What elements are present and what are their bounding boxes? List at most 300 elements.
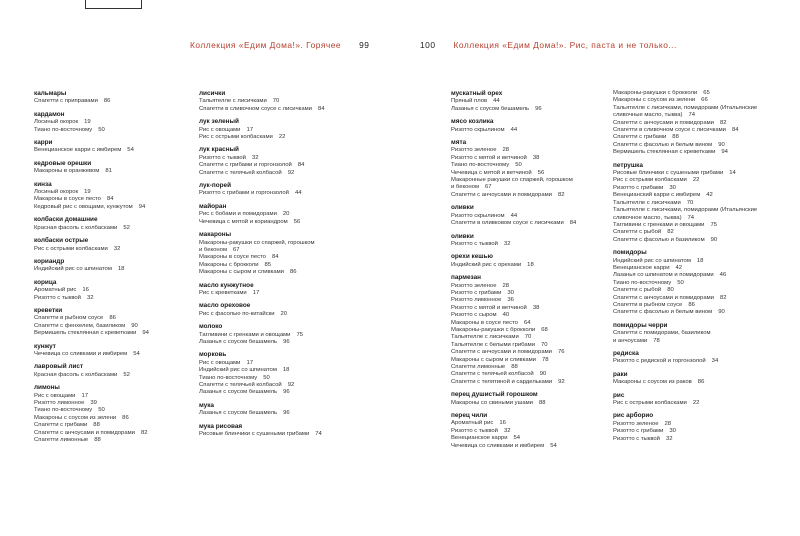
recipe-name: Тагливини с гренками и овощами (613, 221, 705, 228)
index-heading: помидоры черри (613, 321, 668, 329)
left-page-number: 99 (359, 40, 370, 50)
recipe-name: Кедровый рис с овощами, кунжутом (34, 203, 133, 210)
index-entry-group (199, 118, 367, 141)
recipe-name: Ризотто с грибами и горгонзолой (199, 190, 289, 197)
index-item (613, 134, 781, 141)
page-ref: 80 (667, 287, 674, 294)
page-ref: 82 (719, 294, 727, 301)
index-entry-group (451, 253, 619, 269)
recipe-name: Тальятелле с лисичками (613, 199, 681, 206)
index-item (451, 147, 619, 154)
index-item (34, 323, 202, 330)
recipe-name: Рис с острыми колбасками (34, 245, 108, 252)
index-item (451, 428, 619, 435)
recipe-name: Ризотто зеленое (451, 147, 497, 154)
index-item (199, 269, 367, 276)
index-item (199, 290, 367, 297)
left-page-title: Коллекция «Едим Дома!». Горячее (190, 40, 342, 50)
recipe-name: Тиано по-восточному (613, 279, 672, 286)
recipe-name: сливочные масло, тыква) (613, 112, 683, 119)
index-entry-group (34, 160, 202, 176)
recipe-name: Вермишель стеклянная с креветками (613, 149, 716, 156)
recipe-name: Чечевица с мятой и ветчиной (451, 169, 532, 176)
recipe-name: Лазанья с соусом бешамель (199, 410, 278, 417)
page-ref: 17 (252, 289, 260, 296)
index-entry-group (34, 384, 202, 444)
recipe-name: Макароны-ракушки со спаржей, горошком (199, 239, 315, 246)
page-ref: 84 (106, 196, 114, 203)
index-item (451, 184, 619, 191)
index-item (613, 200, 781, 207)
page-ref: 88 (672, 134, 679, 141)
index-item (613, 428, 781, 435)
index-entry-group (613, 371, 781, 387)
index-item (34, 168, 202, 175)
page-ref: 92 (287, 382, 295, 388)
page-ref: 82 (719, 119, 727, 126)
recipe-name: Пряный плов (451, 98, 488, 105)
recipe-name: Тальятелле с лисичками, помидорами (Итальянские (613, 104, 758, 111)
page-ref: 54 (550, 442, 557, 449)
index-entry-group (34, 279, 202, 302)
index-item (199, 332, 367, 339)
index-item (34, 98, 202, 105)
index-entry-group (34, 181, 202, 212)
recipe-name: Красная фасоль с колбасками (34, 224, 118, 231)
recipe-name: Ризотто с тыквой (613, 435, 660, 442)
recipe-name: Спагетти с грибами и горгонзолой (199, 162, 292, 169)
index-item (613, 192, 781, 199)
index-heading: майоран (199, 202, 227, 210)
recipe-name: Индийский рис с орехами (451, 261, 522, 268)
index-item (451, 420, 619, 427)
recipe-name: Чечевица с мятой и кориандром (199, 218, 288, 225)
recipe-name: Спагетти с анчоусами и помидорами (613, 119, 714, 126)
index-item (451, 177, 619, 184)
index-entry-group (613, 392, 781, 408)
index-item (613, 90, 781, 97)
index-entry-group (34, 258, 202, 274)
index-item (34, 430, 202, 437)
recipe-name: Венецианское карри (451, 435, 508, 442)
page-ref: 84 (317, 105, 325, 112)
recipe-name: Тиано по-восточному (451, 162, 510, 169)
page-ref: 52 (123, 371, 130, 378)
page-ref: 86 (122, 414, 129, 421)
index-heading: масло ореховое (199, 302, 251, 310)
index-item (199, 431, 367, 438)
index-heading: перец чили (451, 412, 488, 420)
index-heading: колбаски домашние (34, 216, 98, 224)
page-ref: 75 (710, 221, 718, 228)
page-ref: 40 (502, 312, 510, 319)
index-item (451, 305, 619, 312)
index-item (613, 272, 781, 279)
index-item (34, 372, 202, 379)
index-heading: оливки (451, 204, 474, 212)
recipe-name: Лосиный окорок (34, 119, 79, 126)
recipe-name: Ризотто скрылином (451, 126, 505, 133)
index-heading: рис (613, 391, 625, 399)
index-item (613, 177, 781, 184)
page-ref: 44 (493, 98, 500, 105)
index-item (199, 106, 367, 113)
index-heading: лимоны (34, 384, 60, 392)
index-item (451, 312, 619, 319)
index-entry-group (451, 412, 619, 450)
recipe-name: Спагетти с приправами (34, 98, 98, 105)
page-ref: 20 (282, 211, 290, 218)
page-ref: 32 (251, 154, 259, 161)
recipe-name: Тальятелле с лисичками (451, 334, 519, 341)
recipe-name: Макароны с брокколи (199, 261, 259, 268)
page-ref: 17 (246, 126, 254, 133)
page-ref: 42 (675, 264, 683, 271)
recipe-name: Ризотто лимонное (34, 400, 85, 406)
recipe-name: Макароны в соусе песто (199, 254, 266, 261)
index-item (34, 119, 202, 126)
index-item (199, 98, 367, 105)
page-ref: 32 (503, 240, 511, 247)
index-entry-group (199, 146, 367, 177)
recipe-name: Индийский рис со шпинатом (613, 257, 691, 264)
page-ref: 38 (532, 154, 540, 161)
index-entry-group (451, 118, 619, 134)
page-ref: 56 (293, 218, 301, 225)
index-item (199, 389, 367, 396)
recipe-name: Ризотто с грибами (613, 428, 664, 435)
recipe-name: Тагливини с гренками и овощами (199, 331, 291, 338)
recipe-name: Ароматный рис (34, 287, 77, 294)
index-item (613, 309, 781, 316)
index-heading: морковь (199, 351, 227, 359)
index-item (199, 410, 367, 417)
index-entry-group (34, 111, 202, 134)
index-item (613, 287, 781, 294)
recipe-name: Спагетти с фасолью и белым вином (613, 141, 713, 148)
index-item (613, 400, 781, 407)
page-ref: 81 (105, 168, 112, 175)
recipe-name: Лазанья с соусом бешамель (199, 338, 278, 345)
page-ref: 88 (94, 437, 101, 444)
page-ref: 30 (507, 289, 514, 296)
recipe-name: Ризотто с сыром (451, 312, 497, 319)
index-entry-group (34, 216, 202, 232)
page-ref: 65 (703, 90, 710, 96)
page-ref: 50 (515, 162, 522, 169)
index-item (199, 382, 367, 389)
index-heading: раки (613, 370, 628, 378)
index-heading: помидоры (613, 249, 647, 257)
recipe-name: Макароны с соусом из зелени (34, 414, 117, 421)
index-item (451, 162, 619, 169)
right-page-number: 100 (420, 40, 436, 50)
index-heading: лук красный (199, 146, 239, 154)
page-ref: 44 (510, 212, 518, 219)
index-item (613, 105, 781, 112)
index-entry-group (199, 351, 367, 396)
index-heading: масло кунжутное (199, 281, 254, 289)
index-heading: пармезан (451, 274, 482, 282)
index-item (34, 204, 202, 211)
index-item (451, 400, 619, 407)
page-ref: 16 (82, 287, 89, 294)
page-ref: 54 (133, 350, 140, 357)
right-page-title: Коллекция «Едим Дома!». Рис, паста и не только... (453, 40, 677, 50)
index-item (34, 437, 202, 444)
index-item (451, 213, 619, 220)
recipe-name: Ризотто скрылином (451, 212, 505, 219)
index-item (451, 357, 619, 364)
recipe-name: Спагетти с анчоусами и помидорами (613, 294, 714, 301)
top-frame (85, 0, 142, 9)
index-entry-group (613, 322, 781, 345)
index-entry-group (451, 274, 619, 386)
page-ref: 16 (499, 420, 506, 427)
recipe-name: Спагетти с грибами (34, 422, 88, 429)
index-entry-group (451, 139, 619, 199)
index-item (199, 162, 367, 169)
page-ref: 67 (233, 246, 240, 253)
index-item (34, 400, 202, 407)
page-ref: 50 (98, 407, 105, 414)
recipe-name: Рис с креветками (199, 289, 247, 296)
index-heading: колбаски острые (34, 237, 89, 245)
page-ref: 74 (687, 214, 695, 221)
index-item (451, 327, 619, 334)
recipe-name: Рисовые блинчики с сушеными грибами (613, 170, 724, 177)
page-ref: 88 (511, 364, 518, 370)
page-ref: 90 (131, 322, 138, 329)
index-column-2 (199, 90, 367, 443)
recipe-name: Ризотто с тыквой (199, 154, 246, 161)
index-item (451, 443, 619, 450)
page-ref: 56 (537, 169, 545, 176)
index-heading: лук-порей (199, 182, 232, 190)
page-ref: 32 (113, 245, 121, 252)
index-item (199, 240, 367, 247)
index-heading: кедровые орешки (34, 159, 92, 167)
recipe-name: Спагетти в рыбном соусе (34, 315, 104, 322)
index-item (613, 265, 781, 272)
page-ref: 94 (142, 330, 149, 337)
index-entry-group (613, 162, 781, 244)
page-ref: 34 (711, 358, 719, 365)
page-ref: 96 (283, 389, 290, 396)
running-header-right (420, 40, 677, 50)
recipe-name: Тиано по-восточному (199, 374, 258, 381)
page-ref: 17 (81, 392, 89, 399)
index-entry-group (451, 233, 619, 249)
page-ref: 82 (557, 191, 565, 198)
recipe-name: Макароны-ракушки с брокколи (451, 326, 536, 333)
recipe-name: Спагетти с рыбой (613, 287, 662, 294)
page-ref: 42 (706, 192, 713, 199)
index-entry-group (34, 139, 202, 155)
page-ref: 82 (140, 429, 148, 436)
page-ref: 50 (98, 126, 105, 133)
page-ref: 70 (524, 334, 532, 341)
index-heading: мясо козлика (451, 118, 494, 126)
recipe-name: Спагетти с анчоусами и помидорами (451, 191, 552, 198)
index-item (451, 192, 619, 199)
recipe-name: Спагетти с грибами (613, 134, 667, 141)
page-ref: 14 (729, 170, 736, 177)
page-ref: 52 (123, 224, 130, 231)
page-ref: 90 (539, 371, 547, 378)
page-ref: 22 (278, 134, 286, 141)
recipe-name: Макароны с соусом из раков (613, 379, 692, 386)
index-item (613, 302, 781, 309)
page-ref: 67 (485, 184, 492, 191)
index-entry-group (199, 302, 367, 318)
recipe-name: Венецианский карри с имбирем (613, 192, 701, 199)
index-entry-group (34, 363, 202, 379)
recipe-name: Макароны со свиными ушами (451, 399, 533, 406)
index-item (613, 112, 781, 119)
recipe-name: и беконом (199, 246, 228, 253)
recipe-name: и беконом (451, 184, 480, 191)
index-heading: кардамон (34, 110, 65, 118)
index-item (34, 351, 202, 358)
recipe-name: Лазанья со шпинатом и помидорами (613, 272, 714, 279)
page-ref: 39 (90, 400, 97, 406)
index-heading: мука рисовая (199, 422, 243, 430)
page-ref: 22 (692, 177, 700, 184)
recipe-name: Тиано по-восточному (34, 407, 93, 414)
page-ref: 17 (246, 359, 254, 366)
index-item (613, 330, 781, 337)
recipe-name: Спагетти лимонные (34, 437, 89, 444)
page-ref: 30 (669, 428, 676, 435)
recipe-name: Ризотто с мятой и ветчиной (451, 304, 527, 311)
index-item (451, 297, 619, 304)
index-item (451, 262, 619, 269)
page-ref: 19 (84, 189, 91, 196)
recipe-name: Рис с овощами (199, 359, 241, 366)
recipe-name: Спагетти с телятиной и сардельками (451, 378, 553, 385)
page-ref: 84 (271, 254, 279, 261)
index-item (613, 338, 781, 345)
index-item (613, 222, 781, 229)
page-ref: 46 (719, 272, 727, 279)
recipe-name: Макароны в оранжевом (34, 168, 100, 175)
recipe-name: Вермишель стеклянная с креветками (34, 330, 137, 337)
index-heading: редиска (613, 350, 639, 357)
index-heading: кунжут (34, 342, 56, 350)
index-heading: мука (199, 401, 214, 409)
index-item (613, 142, 781, 149)
index-item (613, 170, 781, 177)
recipe-name: Рис с овощами (34, 392, 76, 399)
page-ref: 86 (688, 301, 695, 308)
page-ref: 36 (507, 297, 514, 304)
index-item (199, 367, 367, 374)
recipe-name: Спагетти с фенхелем, базиликом (34, 322, 126, 329)
page-ref: 84 (731, 127, 739, 134)
index-entry-group (613, 350, 781, 366)
index-heading: кальмары (34, 90, 67, 97)
page-ref: 54 (127, 147, 134, 154)
index-entry-group (613, 412, 781, 443)
recipe-name: Рис с фасолью по-китайски (199, 310, 275, 317)
recipe-name: Макароны-ракушки с брокколи (613, 90, 698, 96)
index-column-3 (451, 90, 619, 455)
index-item (34, 295, 202, 302)
index-item (451, 371, 619, 378)
index-item (34, 225, 202, 232)
page-ref: 74 (688, 112, 696, 119)
index-item (451, 290, 619, 297)
page-ref: 28 (502, 147, 510, 154)
page-ref: 68 (541, 326, 548, 333)
page-ref: 84 (569, 220, 577, 227)
recipe-name: Ризотто с тыквой (451, 240, 498, 247)
index-heading: кинза (34, 180, 52, 188)
index-entry-group (199, 90, 367, 113)
page-ref: 96 (283, 410, 290, 417)
recipe-name: Спагетти в сливочном соусе с лисичками (613, 127, 726, 134)
page-ref: 28 (664, 420, 672, 427)
index-item (451, 349, 619, 356)
recipe-name: Спагетти с рыбой (613, 229, 662, 236)
index-item (613, 379, 781, 386)
index-column-4 (613, 90, 781, 448)
page-ref: 84 (297, 162, 305, 169)
page-ref: 90 (718, 141, 725, 148)
index-item (613, 127, 781, 134)
page-ref: 92 (287, 169, 295, 176)
recipe-name: Ризотто с тыквой (34, 294, 81, 301)
page-ref: 66 (701, 97, 708, 104)
page-ref: 70 (272, 98, 280, 105)
page-ref: 70 (686, 199, 694, 206)
page-ref: 32 (665, 435, 673, 442)
index-item (199, 127, 367, 134)
recipe-name: Спагетти с телячьей колбасой (199, 169, 282, 176)
recipe-name: Спагетти с анчоусами и помидорами (34, 429, 135, 436)
index-item (613, 229, 781, 236)
recipe-name: Макаронные ракушки со спаржей, горошком (451, 177, 573, 184)
page-ref: 22 (692, 400, 700, 407)
index-item (613, 436, 781, 443)
recipe-name: Индийский рис со шпинатом (34, 266, 112, 273)
index-entry-group (34, 90, 202, 106)
page-ref: 92 (558, 378, 565, 385)
index-item (451, 98, 619, 105)
page-ref: 64 (523, 319, 531, 326)
index-item (613, 149, 781, 156)
page-ref: 96 (283, 338, 290, 345)
page-ref: 78 (541, 356, 549, 363)
index-item (34, 246, 202, 253)
recipe-name: Спагетти в оливковом соусе с лисичками (451, 220, 564, 227)
recipe-name: Макароны с сыром и сливками (451, 356, 536, 363)
index-heading: рис арборио (613, 412, 654, 420)
page-ref: 82 (667, 229, 674, 236)
page-ref: 50 (677, 279, 684, 286)
recipe-name: Ризотто с тыквой (451, 427, 498, 434)
page-ref: 90 (718, 309, 725, 316)
page-ref: 86 (109, 315, 116, 322)
recipe-name: Рис с острыми колбасками (199, 134, 273, 141)
index-item (451, 170, 619, 177)
recipe-name: Рис с острыми колбасками (613, 400, 687, 407)
index-item (199, 311, 367, 318)
index-item (451, 342, 619, 349)
index-item (613, 358, 781, 365)
recipe-name: и анчоусами (613, 337, 648, 344)
